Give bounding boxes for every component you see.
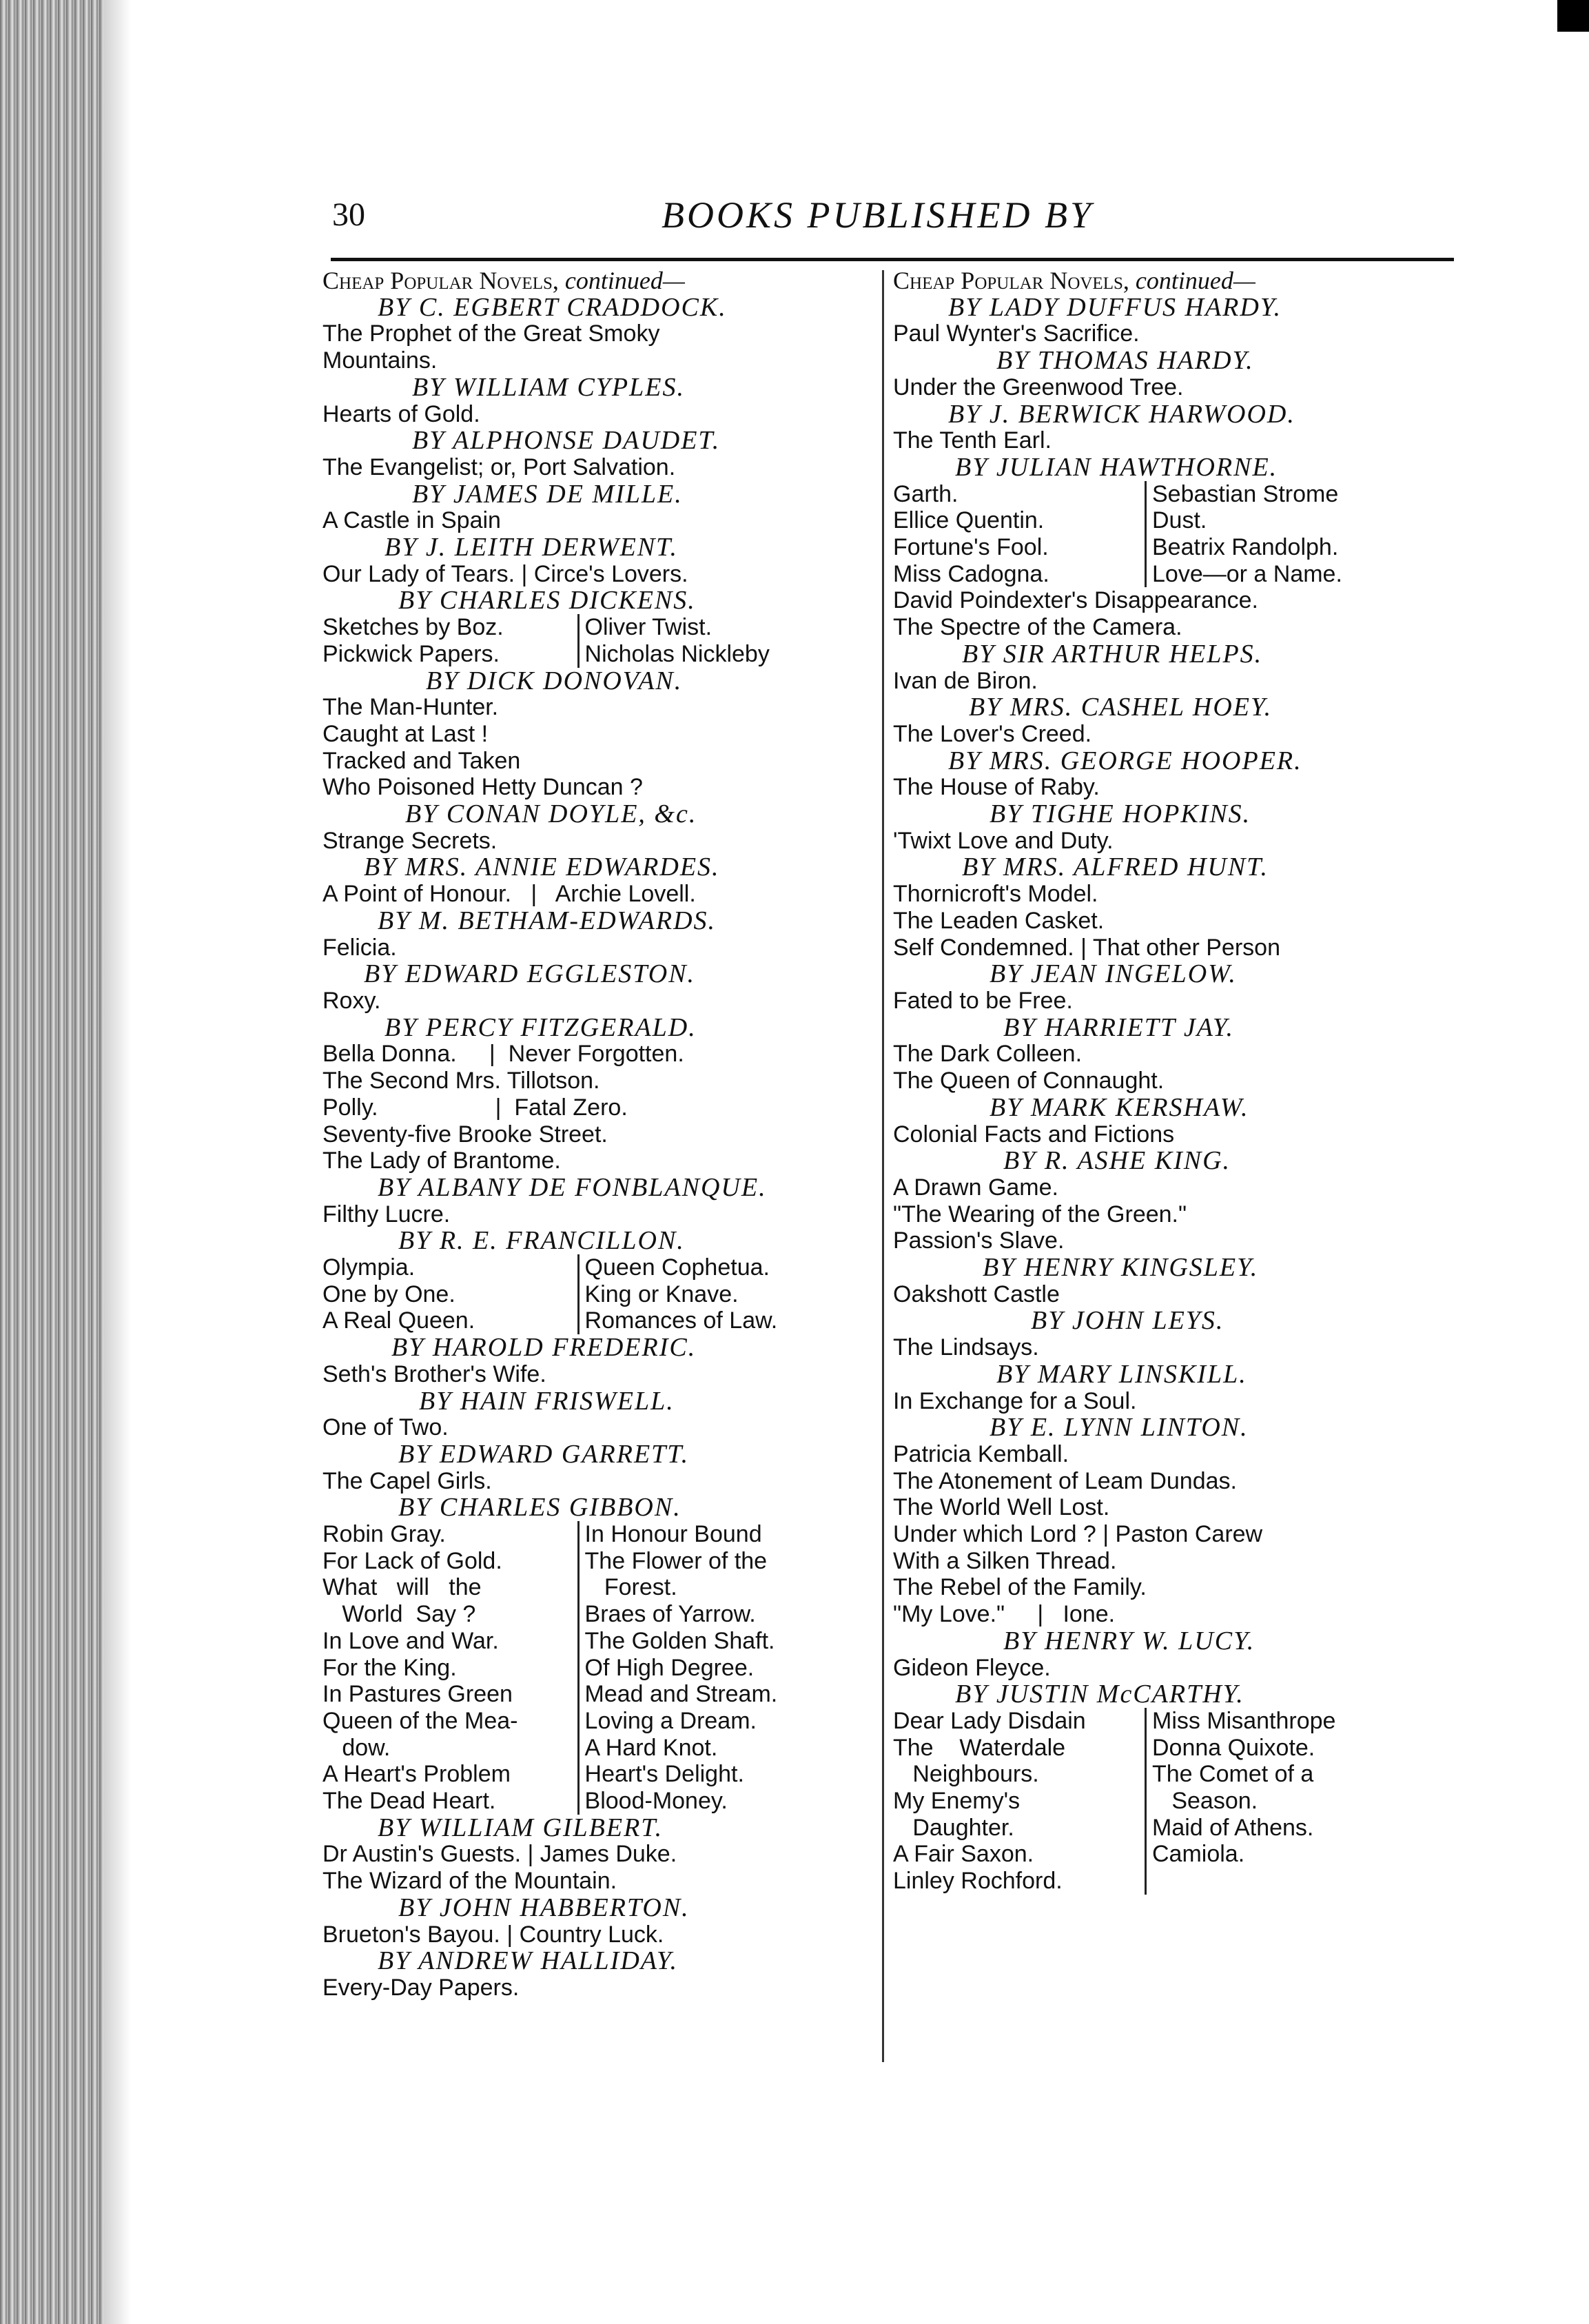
book-title: Bella Donna. | Never Forgotten.: [322, 1041, 684, 1068]
author-heading: BY JOHN LEYS.: [1031, 1307, 1224, 1335]
book-title: Miss Misanthrope: [1145, 1708, 1448, 1735]
continued-note: continued—: [564, 267, 685, 294]
author-heading: BY JAMES DE MILLE.: [412, 480, 683, 508]
author-heading: BY MRS. GEORGE HOOPER.: [948, 747, 1302, 775]
author-heading: BY J. LEITH DERWENT.: [385, 534, 678, 561]
running-head: BOOKS PUBLISHED BY: [662, 194, 1094, 236]
author-heading: BY JUSTIN McCARTHY.: [955, 1681, 1244, 1708]
page-number: 30: [332, 196, 365, 233]
book-title: Fated to be Free.: [893, 987, 1073, 1014]
book-title: Filthy Lucre.: [322, 1201, 451, 1227]
book-title: In Pastures Green: [322, 1681, 513, 1708]
book-title: A Point of Honour. | Archie Lovell.: [322, 881, 696, 908]
author-heading: BY R. E. FRANCILLON.: [398, 1227, 685, 1255]
book-title: The Tenth Earl.: [893, 427, 1052, 454]
book-title: In Exchange for a Soul.: [893, 1387, 1137, 1414]
column-header: [893, 267, 1451, 294]
author-heading: BY ALPHONSE DAUDET.: [412, 427, 721, 454]
book-title: Robin Gray.: [322, 1521, 446, 1548]
book-title: Forest.: [577, 1574, 874, 1601]
author-heading: BY LADY DUFFUS HARDY.: [948, 294, 1282, 321]
author-heading: BY JULIAN HAWTHORNE.: [955, 453, 1278, 481]
book-title: Roxy.: [322, 987, 381, 1014]
book-title: Under which Lord ? | Paston Carew: [893, 1521, 1263, 1548]
book-title: "My Love." | Ione.: [893, 1601, 1116, 1628]
book-title: The Capel Girls.: [322, 1467, 492, 1494]
two-column-title-row: [893, 1868, 1451, 1895]
book-spine-edge: [0, 0, 103, 2324]
author-heading: BY MRS. ANNIE EDWARDES.: [364, 854, 720, 881]
book-title: Gideon Fleyce.: [893, 1654, 1051, 1681]
book-title: The Flower of the: [577, 1548, 874, 1575]
two-column-title-row: [893, 507, 1451, 534]
book-title: Dust.: [1145, 507, 1448, 534]
book-title: A Heart's Problem: [322, 1761, 511, 1788]
book-title: [1145, 1868, 1448, 1895]
header-rule: [331, 258, 1454, 261]
two-column-title-row: [322, 1735, 874, 1762]
two-column-title-row: [893, 1708, 1451, 1735]
author-heading: BY HARRIETT JAY.: [1003, 1014, 1234, 1041]
book-title: Every-Day Papers.: [322, 1975, 520, 2001]
book-title: Linley Rochford.: [893, 1868, 1063, 1895]
two-column-title-row: [322, 1761, 874, 1788]
author-heading: BY MRS. ALFRED HUNT.: [962, 854, 1269, 881]
author-heading: BY ANDREW HALLIDAY.: [378, 1948, 679, 1975]
book-title: Strange Secrets.: [322, 827, 498, 854]
two-column-title-row: [893, 1815, 1451, 1842]
book-title: Neighbours.: [893, 1761, 1039, 1788]
author-heading: BY EDWARD EGGLESTON.: [364, 961, 696, 988]
book-title: Olympia.: [322, 1254, 416, 1281]
author-heading: BY C. EGBERT CRADDOCK.: [378, 294, 727, 321]
book-title: "The Wearing of the Green.": [893, 1201, 1187, 1227]
column-divider: [882, 270, 884, 2062]
book-title: The Rebel of the Family.: [893, 1574, 1147, 1601]
book-title: Loving a Dream.: [577, 1708, 874, 1735]
two-column-title-row: [893, 1788, 1451, 1815]
book-title: A Real Queen.: [322, 1307, 475, 1334]
two-column-title-row: [322, 1548, 874, 1575]
book-title: Miss Cadogna.: [893, 560, 1049, 587]
two-column-title-row: [322, 1708, 874, 1735]
author-heading: BY HAROLD FREDERIC.: [391, 1334, 697, 1361]
book-title: King or Knave.: [577, 1281, 874, 1308]
two-column-title-row: [322, 1601, 874, 1628]
two-column-title-row: [322, 1574, 874, 1601]
book-title: The Dark Colleen.: [893, 1041, 1083, 1068]
book-title: Queen Cophetua.: [577, 1254, 874, 1281]
book-title: Camiola.: [1145, 1841, 1448, 1868]
author-heading: BY MARY LINSKILL.: [996, 1360, 1247, 1388]
author-heading: BY THOMAS HARDY.: [996, 347, 1254, 374]
book-title: The Comet of a: [1145, 1761, 1448, 1788]
author-heading: BY WILLIAM GILBERT.: [378, 1814, 664, 1842]
book-title: Passion's Slave.: [893, 1227, 1065, 1254]
book-title: Pickwick Papers.: [322, 640, 500, 667]
book-title: For Lack of Gold.: [322, 1547, 502, 1574]
two-column-title-row: [322, 1521, 874, 1548]
two-column-title-row: [322, 1788, 874, 1815]
book-title: Ivan de Biron.: [893, 667, 1038, 694]
book-title: Donna Quixote.: [1145, 1735, 1448, 1762]
book-title: Nicholas Nickleby: [577, 641, 874, 668]
column-header: [322, 267, 874, 294]
two-column-title-row: [893, 534, 1451, 561]
author-heading: BY TIGHE HOPKINS.: [990, 801, 1251, 828]
two-column-title-row: [893, 1841, 1451, 1868]
book-title: Under the Greenwood Tree.: [893, 374, 1184, 400]
book-title: Seth's Brother's Wife.: [322, 1360, 546, 1387]
left-column: [322, 267, 874, 2001]
book-title: What will the: [322, 1574, 482, 1601]
book-title: Paul Wynter's Sacrifice.: [893, 320, 1140, 347]
author-heading: BY EDWARD GARRETT.: [398, 1440, 690, 1468]
scan-corner-mark: [1557, 0, 1589, 32]
author-heading: BY JOHN HABBERTON.: [398, 1894, 690, 1922]
author-heading: BY R. ASHE KING.: [1003, 1148, 1231, 1174]
book-title: Of High Degree.: [577, 1655, 874, 1682]
two-column-title-row: [893, 1735, 1451, 1762]
book-title: Oakshott Castle: [893, 1281, 1060, 1307]
author-heading: BY DICK DONOVAN.: [426, 667, 683, 695]
gutter-shadow: [103, 0, 131, 2324]
book-title: Felicia.: [322, 934, 397, 961]
book-title: The World Well Lost.: [893, 1494, 1110, 1521]
two-column-title-row: [322, 1628, 874, 1655]
author-heading: BY MARK KERSHAW.: [990, 1094, 1249, 1121]
book-title: The Queen of Connaught.: [893, 1068, 1165, 1094]
book-title: Polly. | Fatal Zero.: [322, 1094, 628, 1121]
book-title: The Lindsays.: [893, 1334, 1039, 1361]
book-title: Season.: [1145, 1788, 1448, 1815]
continued-note: continued—: [1135, 267, 1255, 294]
author-heading: BY WILLIAM CYPLES.: [412, 374, 685, 401]
book-title: Queen of the Mea-: [322, 1707, 518, 1734]
book-title: Love—or a Name.: [1145, 561, 1448, 588]
two-column-title-row: [322, 1681, 874, 1708]
book-title: A Drawn Game.: [893, 1174, 1058, 1201]
two-column-title-row: [322, 1281, 874, 1308]
book-title: The Second Mrs. Tillotson.: [322, 1068, 600, 1094]
author-heading: BY SIR ARTHUR HELPS.: [962, 640, 1263, 668]
book-title: Seventy-five Brooke Street.: [322, 1121, 608, 1148]
book-title: One by One.: [322, 1281, 455, 1307]
two-column-title-row: [322, 1307, 874, 1334]
book-title: A Castle in Spain: [322, 507, 501, 534]
series-name: Cheap Popular Novels,: [322, 267, 559, 294]
book-title: The Evangelist; or, Port Salvation.: [322, 453, 676, 480]
book-title: Self Condemned. | That other Person: [893, 934, 1280, 961]
book-title: Dear Lady Disdain: [893, 1707, 1086, 1734]
book-title: Caught at Last !: [322, 720, 489, 747]
book-title: Sketches by Boz.: [322, 614, 504, 641]
book-title: In Love and War.: [322, 1627, 499, 1654]
book-title: The Waterdale: [893, 1734, 1066, 1761]
two-column-title-row: [893, 1761, 1451, 1788]
book-title: 'Twixt Love and Duty.: [893, 827, 1114, 854]
book-title: The Leaden Casket.: [893, 907, 1105, 934]
author-heading: BY CHARLES DICKENS.: [398, 587, 696, 615]
book-title: Our Lady of Tears. | Circe's Lovers.: [322, 560, 688, 587]
book-title: Thornicroft's Model.: [893, 881, 1098, 908]
author-heading: BY HENRY W. LUCY.: [1003, 1627, 1255, 1655]
book-title: Mead and Stream.: [577, 1681, 874, 1708]
book-title: Fortune's Fool.: [893, 534, 1049, 561]
book-title: My Enemy's: [893, 1788, 1021, 1815]
book-title: Heart's Delight.: [577, 1761, 874, 1788]
book-title: Tracked and Taken: [322, 747, 521, 774]
two-column-title-row: [322, 1655, 874, 1682]
author-heading: BY CHARLES GIBBON.: [398, 1494, 681, 1522]
book-title: Dr Austin's Guests. | James Duke.: [322, 1841, 677, 1868]
book-title: With a Silken Thread.: [893, 1547, 1117, 1574]
book-title: Ellice Quentin.: [893, 507, 1045, 534]
book-title: Beatrix Randolph.: [1145, 534, 1448, 561]
book-title: The House of Raby.: [893, 774, 1100, 801]
book-title: Brueton's Bayou. | Country Luck.: [322, 1921, 664, 1948]
book-title: The Dead Heart.: [322, 1788, 496, 1815]
author-heading: BY HAIN FRISWELL.: [419, 1387, 675, 1415]
book-title: Blood-Money.: [577, 1788, 874, 1815]
book-title: World Say ?: [322, 1601, 476, 1628]
author-heading: BY PERCY FITZGERALD.: [385, 1014, 697, 1041]
book-title: Patricia Kemball.: [893, 1440, 1069, 1467]
book-title: A Hard Knot.: [577, 1735, 874, 1762]
author-heading: BY E. LYNN LINTON.: [990, 1414, 1249, 1441]
book-title: The Man-Hunter.: [322, 694, 499, 721]
author-heading: BY CONAN DOYLE, &c.: [405, 801, 697, 828]
book-title: In Honour Bound: [577, 1521, 874, 1548]
book-title: The Lover's Creed.: [893, 720, 1092, 747]
book-title: Who Poisoned Hetty Duncan ?: [322, 774, 643, 801]
author-heading: BY HENRY KINGSLEY.: [983, 1254, 1259, 1281]
book-title: Hearts of Gold.: [322, 400, 480, 427]
two-column-title-row: [322, 641, 874, 668]
book-title: Romances of Law.: [577, 1307, 874, 1334]
book-title: Braes of Yarrow.: [577, 1601, 874, 1628]
series-name: Cheap Popular Novels,: [893, 267, 1129, 294]
two-column-title-row: [893, 561, 1451, 588]
book-title: The Prophet of the Great Smoky: [322, 320, 660, 347]
two-column-title-row: [322, 1254, 874, 1281]
book-title: Maid of Athens.: [1145, 1815, 1448, 1842]
book-title: The Atonement of Leam Dundas.: [893, 1467, 1237, 1494]
book-title: David Poindexter's Disappearance.: [893, 587, 1259, 614]
book-title: The Wizard of the Mountain.: [322, 1868, 617, 1895]
book-title: The Lady of Brantome.: [322, 1148, 561, 1174]
author-heading: BY ALBANY DE FONBLANQUE.: [378, 1174, 767, 1201]
book-title: The Golden Shaft.: [577, 1628, 874, 1655]
book-title: Colonial Facts and Fictions: [893, 1121, 1175, 1148]
book-title: Daughter.: [893, 1814, 1014, 1841]
book-title: One of Two.: [322, 1414, 449, 1441]
book-title: A Fair Saxon.: [893, 1841, 1034, 1868]
book-title: The Spectre of the Camera.: [893, 614, 1182, 641]
author-heading: BY M. BETHAM-EDWARDS.: [378, 907, 717, 935]
book-title: For the King.: [322, 1654, 457, 1681]
right-column: [893, 267, 1451, 1895]
two-column-title-row: [322, 614, 874, 641]
author-heading: BY MRS. CASHEL HOEY.: [969, 694, 1273, 721]
book-title: Sebastian Strome: [1145, 481, 1448, 508]
book-title: Garth.: [893, 480, 958, 507]
book-title: Oliver Twist.: [577, 614, 874, 641]
author-heading: BY JEAN INGELOW.: [990, 961, 1237, 988]
book-title: Mountains.: [322, 347, 438, 374]
author-heading: BY J. BERWICK HARWOOD.: [948, 400, 1295, 428]
book-title: dow.: [322, 1734, 391, 1761]
two-column-title-row: [893, 481, 1451, 508]
